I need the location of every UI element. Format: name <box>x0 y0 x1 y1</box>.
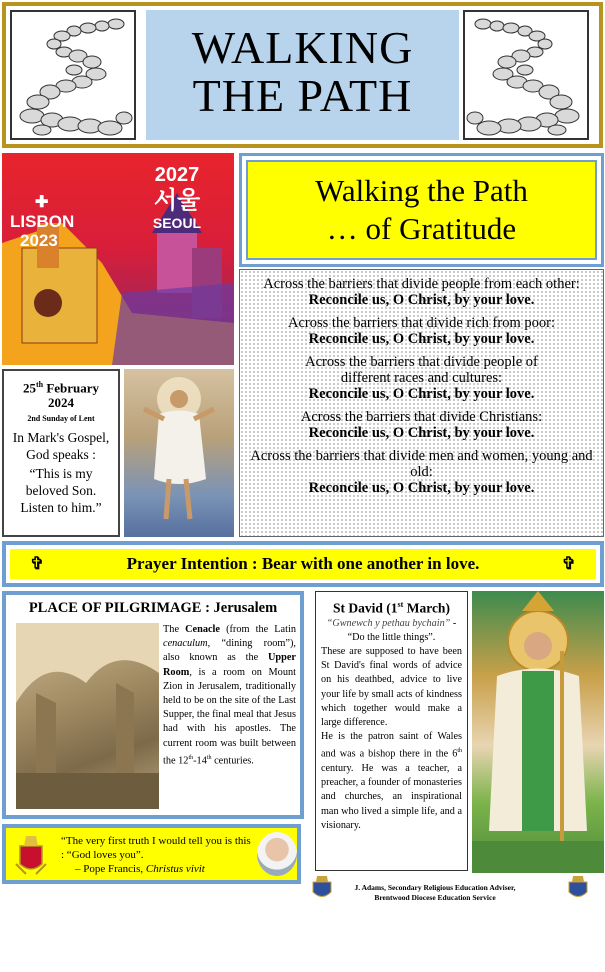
st-david-icon-painting <box>472 591 604 873</box>
welsh-quote: “Gwnewch y pethau bychain” - <box>326 617 457 629</box>
papal-coat-of-arms <box>12 834 50 876</box>
credit-line-1: J. Adams, Secondary Religious Education Adviser, <box>354 883 516 892</box>
litany-response: Reconcile us, O Christ, by your love. <box>308 331 535 347</box>
prayer-intention-banner <box>2 541 604 587</box>
prayer-intention-text: Prayer Intention : Bear with one another in love. <box>126 554 480 573</box>
lisbon-label: LISBON <box>10 212 75 231</box>
seoul-label: SEOUL <box>152 215 202 231</box>
pope-quote-attribution: – Pope Francis, Christus vivit <box>75 863 205 875</box>
title-box <box>146 10 459 140</box>
litany-line: Across the barriers that divide Christians: <box>300 409 543 425</box>
diocese-crest-icon <box>310 876 334 902</box>
gratitude-line-1: Walking the Path <box>315 173 528 208</box>
place-of-pilgrimage-box <box>2 591 304 819</box>
author-credit <box>340 883 530 903</box>
liturgical-sunday: 2nd Sunday of Lent <box>27 414 95 424</box>
st-david-paragraph-2: He is the patron saint of Wales and was a bishop there in the 6th century. He was a teacher, a preacher, a founder of monasteries and churches, an inspirational man who lived a simple life, and a visionary. <box>321 731 462 831</box>
reconciliation-litany <box>239 269 604 537</box>
path-illustration-right <box>463 10 589 140</box>
litany-response: Reconcile us, O Christ, by your love. <box>308 425 535 441</box>
date-box <box>2 369 120 537</box>
gratitude-heading-box <box>239 153 604 267</box>
pope-francis-portrait <box>257 832 297 876</box>
transfiguration-painting <box>124 369 234 537</box>
pope-quote-text: “The very first truth I would tell you is this : “God loves you”. <box>61 835 251 861</box>
litany-line: Across the barriers that divide people of different races and cultures: <box>305 354 538 386</box>
lisbon-year: 2023 <box>20 231 58 250</box>
title-line-2: THE PATH <box>192 70 413 121</box>
litany-response: Reconcile us, O Christ, by your love. <box>308 480 535 496</box>
st-david-box <box>315 591 468 871</box>
lisbon-cross-icon: ✚ <box>35 194 49 211</box>
litany-response: Reconcile us, O Christ, by your love. <box>308 386 535 402</box>
seoul-korean: 서울 <box>153 187 201 214</box>
cross-icon: ✞ <box>30 554 45 573</box>
world-youth-day-poster <box>2 153 234 365</box>
date-line: 25th February <box>22 380 100 396</box>
gospel-intro: In Mark's Gospel, God speaks : <box>12 430 110 463</box>
litany-response: Reconcile us, O Christ, by your love. <box>308 292 535 308</box>
credit-line-2: Brentwood Diocese Education Service <box>374 893 496 902</box>
pope-quote <box>61 834 251 876</box>
cenacle-photo <box>16 623 159 809</box>
seoul-year: 2027 <box>154 164 200 186</box>
pope-francis-quote-box <box>2 824 301 884</box>
gospel-quote: “This is my beloved Son. Listen to him.” <box>20 466 102 516</box>
english-translation: “Do the little things”. <box>347 631 436 643</box>
st-david-heading: St David (1st March) <box>333 600 450 616</box>
date-year: 2024 <box>48 395 74 411</box>
litany-line: Across the barriers that divide rich from poor: <box>288 315 555 331</box>
path-illustration-left <box>10 10 136 140</box>
pilgrimage-heading: PLACE OF PILGRIMAGE : Jerusalem <box>28 600 278 616</box>
header-banner <box>2 2 603 148</box>
cross-icon: ✞ <box>561 554 576 573</box>
cenacle-description: The Cenacle (from the Latin cenaculum, “dining room”), also known as the Upper Room, is a room on Mount Zion in Jerusalem, traditionally held to be on the site of the Last Supper, the final meal that Jesus had with his apostles. The current room was built between the 12th-14th centuries. <box>163 624 296 767</box>
litany-line: Across the barriers that divide men and women, young and old: <box>250 448 593 480</box>
gratitude-line-2: … of Gratitude <box>326 211 517 246</box>
diocese-crest-icon <box>566 876 590 902</box>
title-line-1: WALKING <box>191 22 414 73</box>
st-david-paragraph-1: These are supposed to have been St David's final words of advice on his deathbed, advice to live your life by small acts of kindness which together would make a large difference. <box>321 645 462 728</box>
litany-line: Across the barriers that divide people from each other: <box>263 276 580 292</box>
